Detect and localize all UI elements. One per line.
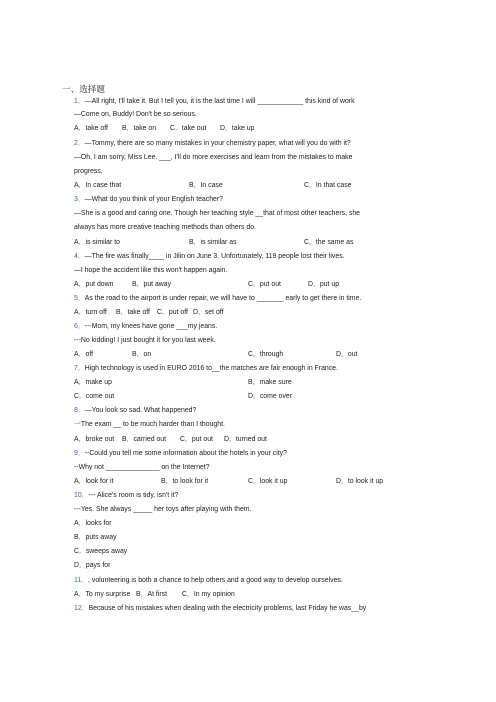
question-text: --- Alice's room is tidy, isn't it? [88,492,179,499]
option-c[interactable]: C．look it up [248,478,288,485]
question-11 [74,576,343,585]
question-2 [74,139,351,148]
option-b[interactable]: B．take on [122,125,157,132]
question-text: --Could you tell me some information about the hotels in your city? [84,450,287,457]
question-12 [74,604,366,613]
question-number: 3． [74,196,85,203]
question-5 [74,294,361,303]
question-line: progress. [74,168,103,175]
question-number: 8． [74,407,85,414]
option-c[interactable]: C．the same as [304,239,354,246]
question-text: Because of his mistakes when dealing with the electricity problems, last Friday he was__by [88,605,367,612]
question-number: 11． [74,577,89,584]
option-a[interactable]: A．looks for [74,520,112,527]
question-number: 4． [74,253,85,260]
option-d[interactable]: D．set off [193,309,224,316]
option-a[interactable]: A．To my surprise [74,591,131,598]
option-a[interactable]: A．In case that [74,182,122,189]
question-text: —All right, I'll take it. But I tell you, it is the last time I will ____________ this kind of work [84,98,355,105]
question-1 [74,97,355,106]
option-d[interactable]: D．put up [308,281,340,288]
question-number: 2． [74,140,85,147]
option-d[interactable]: D．come over [248,393,293,400]
option-b[interactable]: B．take off [116,309,150,316]
option-d[interactable]: D．to look it up [336,478,384,485]
option-c[interactable]: C．through [248,351,284,358]
option-c[interactable]: C．In my opinion [182,591,235,598]
question-10 [74,491,178,500]
question-number: 9． [74,450,85,457]
option-b[interactable]: B．carried out [122,436,167,443]
option-c[interactable]: C．put off [157,309,188,316]
option-a[interactable]: A．turn off [74,309,107,316]
option-b[interactable]: B．to look for it [161,478,209,485]
option-c[interactable]: C．put out [248,281,281,288]
question-6 [74,322,217,331]
option-c[interactable]: C．put out [180,436,213,443]
option-b[interactable]: B．make sure [248,379,292,386]
option-d[interactable]: D．pays for [74,562,111,569]
option-b[interactable]: B．on [132,351,152,358]
question-7 [74,364,338,373]
option-b[interactable]: B．put away [132,281,172,288]
option-c[interactable]: C．take out [170,125,207,132]
option-a[interactable]: A．put down [74,281,114,288]
question-text: —What do you think of your English teacher? [84,196,224,203]
question-text: High technology is used in EURO 2016 to__the matches are fair enough in France. [84,365,338,372]
option-b[interactable]: B．puts away [74,534,117,541]
question-text: —Tommy, there are so many mistakes in your chemistry paper, what will you do with it? [84,140,351,147]
question-number: 7． [74,365,85,372]
question-4 [74,252,345,261]
question-line: 一The exam __ to be much harder than I thought. [74,421,225,428]
option-a[interactable]: A．broke out [74,436,115,443]
question-number: 6． [74,323,85,330]
question-9 [74,449,287,458]
option-c[interactable]: C．come out [74,393,115,400]
option-c[interactable]: C．In that case [304,182,352,189]
question-text: As the road to the airport is under repair, we will have to _______ early to get there in time. [84,295,362,302]
section-title: 一、选择题 [62,84,105,94]
question-line: --Why not ______________ on the Internet? [74,464,210,471]
option-d[interactable]: D．turned out [224,436,267,443]
question-number: 5． [74,295,85,302]
option-b[interactable]: B．At first [136,591,168,598]
option-b[interactable]: B．is similar as [189,239,237,246]
question-number: 1． [74,98,85,105]
question-line: —She is a good and caring one. Though her teaching style __that of most other teachers, she [74,210,361,217]
question-number: 10． [74,492,89,499]
option-d[interactable]: D．take up [220,125,255,132]
option-a[interactable]: A．take off [74,125,108,132]
option-a[interactable]: A．make up [74,379,112,386]
option-a[interactable]: A．look for it [74,478,114,485]
question-number: 12． [74,605,89,612]
question-text: —The fire was finally____ in Jilin on June 3. Unfortunately, 119 people lost their lives. [84,253,345,260]
question-text: —You look so sad. What happened? [84,407,197,414]
question-8 [74,406,196,415]
question-line: ---No kidding! I just bought it for you last week. [74,337,216,344]
question-3 [74,195,223,204]
question-line: always has more creative teaching methods than others do. [74,224,256,231]
option-d[interactable]: D．out [336,351,358,358]
option-a[interactable]: A．off [74,351,94,358]
question-line: —Come on, Buddy! Don't be so serious. [74,111,197,118]
option-a[interactable]: A．is similar to [74,239,120,246]
option-c[interactable]: C．sweeps away [74,548,128,555]
question-text: ---Mom, my knees have gone ___my jeans. [84,323,218,330]
question-line: —I hope the accident like this won't happen again. [74,267,228,274]
question-line: —Oh, I am sorry, Miss Lee. ___, I'll do more exercises and learn from the mistakes to make [74,154,353,161]
option-b[interactable]: B．In case [189,182,223,189]
question-line: ---Yes. She always _____ her toys after playing with them. [74,506,252,513]
question-text: , volunteering is both a chance to help others and a good way to develop ourselves. [88,577,343,584]
